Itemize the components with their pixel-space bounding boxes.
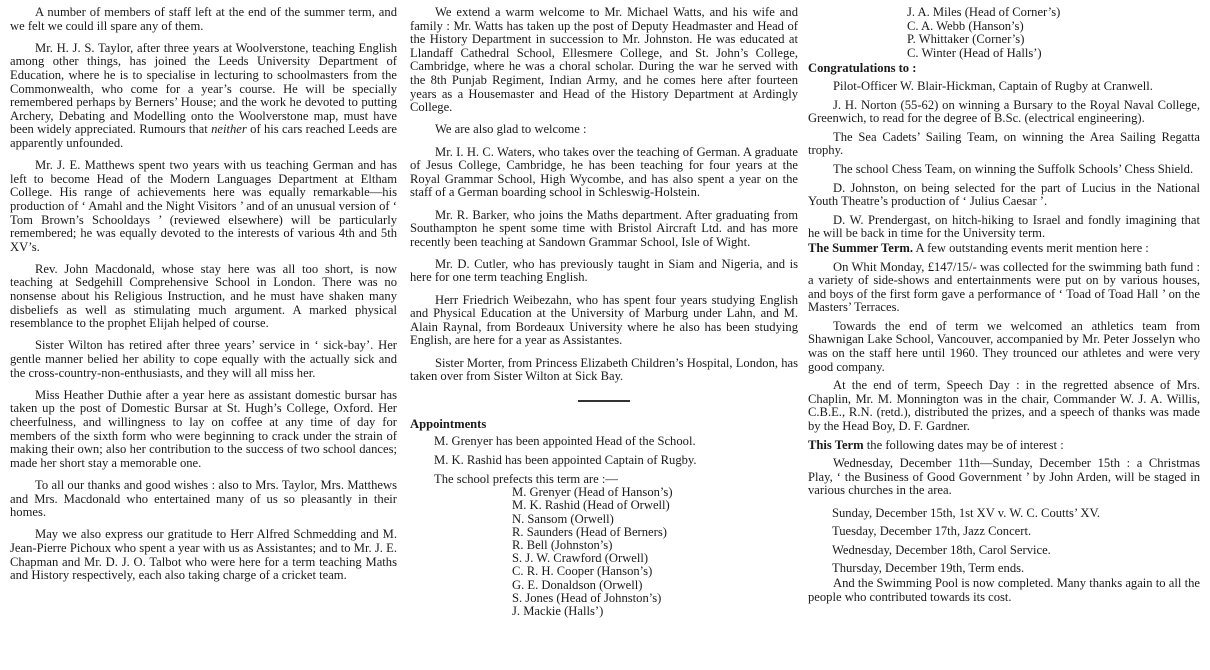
- gratitude-paragraph: May we also express our gratitude to Herr Alfred Schmedding and M. Jean-Pierre Pichoux who spent a year with us as Assistantes; and to Mr. J. E. Chapman and Mr. D. J. O. Talbot who were here for a term teaching Maths and History respectively, each also taking charge of a cricket team.: [10, 527, 397, 583]
- intro-paragraph: A number of members of staff left at the end of the summer term, and we felt we could ill spare any of them.: [10, 5, 397, 33]
- macdonald-paragraph: Rev. John Macdonald, whose stay here was all too short, is now teaching at Sedgehill Comprehensive School in London. There was no nonsense about his Religious Instruction, and he must have shaken many disbeliefs as well as stimulating much argument. A marked physical resemblance to the prophet Elijah helped of course.: [10, 261, 397, 331]
- whit-monday-paragraph: On Whit Monday, £147/15/- was collected for the swimming bath fund : a variety of side-shows and entertainments were put on by various houses, and boys of the first form gave a performance of ‘ Toad of Toad Hall ’ on the Masters’ Terraces.: [808, 259, 1200, 315]
- summer-term-heading: The Summer Term. A few outstanding events merit mention here :: [808, 240, 1149, 255]
- date-item: Thursday, December 19th, Term ends.: [832, 561, 1025, 576]
- congratulation-item: Pilot-Officer W. Blair-Hickman, Captain of Rugby at Cranwell.: [833, 78, 1153, 93]
- prefect-item: J. A. Miles (Head of Corner’s): [907, 5, 1061, 19]
- prefects-list-continued: [907, 6, 1200, 60]
- prefect-item: M. Grenyer (Head of Hanson’s): [512, 485, 673, 500]
- section-divider: [578, 400, 630, 402]
- date-item: Wednesday, December 18th, Carol Service.: [832, 542, 1051, 557]
- swimming-pool-paragraph: And the Swimming Pool is now completed. Many thanks again to all the people who contributed towards its cost.: [808, 575, 1200, 604]
- prefects-list: [512, 486, 798, 618]
- prefect-item: J. Mackie (Halls’): [512, 604, 604, 619]
- cutler-paragraph: Mr. D. Cutler, who has previously taught in Siam and Nigeria, and is here for one term teaching English.: [410, 256, 798, 285]
- barker-paragraph: Mr. R. Barker, who joins the Maths department. After graduating from Southampton he spent some time with Bristol Aircraft Ltd. and has more recently been teaching at Sandown Grammar School, Isle of Wight.: [410, 207, 798, 249]
- appointments-heading: Appointments: [410, 416, 487, 431]
- wilton-paragraph: Sister Wilton has retired after three years’ service in ‘ sick-bay’. Her gentle manner belied her ability to cope equally with the actually sick and the cross-country-non-enthusiasts, and they will all miss her.: [10, 338, 397, 380]
- taylor-paragraph: Mr. H. J. S. Taylor, after three years at Woolverstone, teaching English among other things, has joined the Leeds University Department of Education, where he is to specialise in lecturing to schoolmasters from the Commonwealth, who come for a year’s course. He will be specially remembered perhaps by Berners’ House; and the work he devoted to putting Archery, Debating and Modelling onto the Woolverstone map, must have been widely appreciated. Rumours that neither of his cars reached Leeds are apparently unfounded.: [10, 40, 397, 150]
- column-congratulations-events: [808, 6, 1200, 613]
- prefect-item: P. Whittaker (Corner’s): [907, 32, 1025, 47]
- congratulation-item: D. Johnston, on being selected for the part of Lucius in the National Youth Theatre’s production of ‘ Julius Caesar ’.: [808, 180, 1200, 209]
- italic-emphasis: neither: [211, 122, 247, 137]
- this-term-runin: This Term: [808, 437, 864, 452]
- athletics-paragraph: Towards the end of term we welcomed an athletics team from Shawnigan Lake School, Vancouver, accompanied by Mr. Peter Josselyn who was on the staff here until 1960. They trounced our athletes and were very good company.: [808, 318, 1200, 374]
- speech-day-paragraph: At the end of term, Speech Day : in the regretted absence of Mrs. Chaplin, Mr. M. Monnington was in the chair, Commander W. J. A. Willis, C.B.E., R.N. (retd.), distributed the prizes, and a speech of thanks was made by the Head Boy, D. F. Gardner.: [808, 378, 1200, 434]
- summer-term-runin: The Summer Term.: [808, 240, 914, 255]
- watts-paragraph: We extend a warm welcome to Mr. Michael Watts, and his wife and family : Mr. Watts has taken up the post of Deputy Headmaster and Head of the History Department in succession to Mr. Johnston. He was educated at Llandaff Cathedral School, Ellesmere College, and St. John’s College, Cambridge, where he was a choral scholar. During the war he served with the 8th Punjab Regiment, Indian Army, and he comes here after fourteen years as a Housemaster and Head of the History Department at Ardingly College.: [410, 5, 798, 115]
- duthie-paragraph: Miss Heather Duthie after a year here as assistant domestic bursar has taken up the post of Domestic Bursar at St. Hugh’s College, Oxford. Her cheerfulness, and willingness to lay on coffee at any time of day for members of the sixth form who were beginning to crack under the strain of making their own; also her contribution to the success of two school dances; made her short stay a memorable one.: [10, 387, 397, 470]
- congratulation-item: The Sea Cadets’ Sailing Team, on winning the Area Sailing Regatta trophy.: [808, 129, 1200, 158]
- prefect-item: G. E. Donaldson (Orwell): [512, 577, 643, 592]
- prefect-item: S. J. W. Crawford (Orwell): [512, 551, 649, 566]
- congratulation-item: J. H. Norton (55-62) on winning a Bursary to the Royal Naval College, Greenwich, to read for the degree of B.Sc. (electrical engineering).: [808, 97, 1200, 126]
- prefect-item: C. Winter (Head of Halls’): [907, 45, 1042, 60]
- congratulations-heading: Congratulations to :: [808, 61, 917, 76]
- congratulation-item: The school Chess Team, on winning the Suffolk Schools’ Chess Shield.: [833, 161, 1194, 176]
- date-item: Tuesday, December 17th, Jazz Concert.: [832, 524, 1032, 539]
- waters-paragraph: Mr. I. H. C. Waters, who takes over the teaching of German. A graduate of Jesus College, Cambridge, he has been teaching for four years at the Royal Grammar School, High Wycombe, and has also spent a year on the staff of a German boarding school in Schleswig-Holstein.: [410, 144, 798, 200]
- matthews-paragraph: Mr. J. E. Matthews spent two years with us teaching German and has left to become Head of the Modern Languages Department at Eltham College. His range of achievements here was equally remarkable—his production of ‘ Amahl and the Night Visitors ’ and of an unusual version of ‘ Tom Brown’s Schooldays ’ (reviewed elsewhere) will be particularly remembered; he was equally devoted to the interests of various 4th and 5th XV’s.: [10, 158, 397, 254]
- date-item: Sunday, December 15th, 1st XV v. W. C. Coutts’ XV.: [832, 505, 1101, 520]
- prefect-item: N. Sansom (Orwell): [512, 511, 614, 526]
- prefect-item: R. Bell (Johnston’s): [512, 538, 613, 552]
- prefect-item: C. R. H. Cooper (Hanson’s): [512, 564, 653, 579]
- prefects-intro: The school prefects this term are :—: [434, 471, 618, 486]
- prefect-item: R. Saunders (Head of Berners): [512, 524, 667, 539]
- congratulation-item: D. W. Prendergast, on hitch-hiking to Israel and fondly imagining that he will be back in time for the University term.: [808, 212, 1200, 241]
- prefect-item: C. A. Webb (Hanson’s): [907, 18, 1024, 33]
- thanks-paragraph: To all our thanks and good wishes : also to Mrs. Taylor, Mrs. Matthews and Mrs. Macdonald who entertained many of us so pleasantly in their homes.: [10, 477, 397, 520]
- prefect-item: S. Jones (Head of Johnston’s): [512, 590, 662, 605]
- this-term-heading: This Term the following dates may be of interest :: [808, 437, 1064, 452]
- prefect-item: M. K. Rashid (Head of Orwell): [512, 498, 670, 513]
- morter-paragraph: Sister Morter, from Princess Elizabeth Children’s Hospital, London, has taken over from Sister Wilton at Sick Bay.: [410, 355, 798, 384]
- assistantes-paragraph: Herr Friedrich Weibezahn, who has spent four years studying English and Physical Education at the University of Marburg under Lahn, and M. Alain Raynal, from Bordeaux University where he also has been studying English, are here for a year as Assistantes.: [410, 292, 798, 348]
- appointment-line: M. Grenyer has been appointed Head of the School.: [434, 434, 696, 449]
- appointment-line: M. K. Rashid has been appointed Captain of Rugby.: [434, 453, 697, 467]
- welcome-intro: We are also glad to welcome :: [435, 122, 587, 137]
- column-welcomes-appointments: [410, 6, 798, 618]
- christmas-play-paragraph: Wednesday, December 11th—Sunday, December 15th : a Christmas Play, ‘ the Business of Good Government ’ by John Arden, will be staged in various churches in the area.: [808, 456, 1200, 498]
- column-staff-departures: [10, 6, 397, 591]
